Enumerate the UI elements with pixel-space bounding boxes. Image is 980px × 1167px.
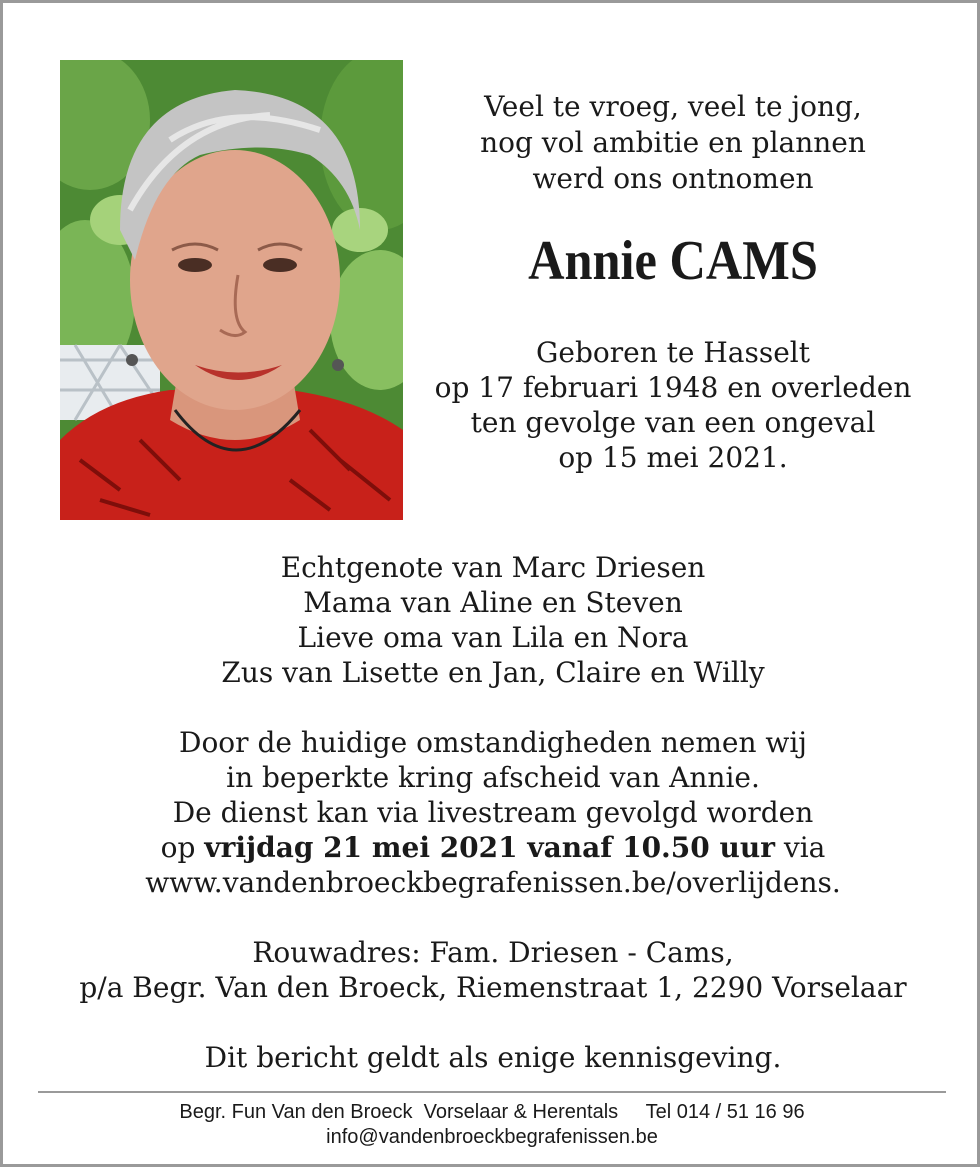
funeral-home-contact: Begr. Fun Van den Broeck Vorselaar & Herentals Tel 014 / 51 16 96	[179, 1101, 805, 1123]
service-datetime: vrijdag 21 mei 2021 vanaf 10.50 uur	[204, 831, 775, 864]
funeral-home-footer	[38, 1100, 946, 1150]
family-line: Mama van Aline en Steven	[303, 586, 683, 619]
family-relations	[43, 550, 943, 690]
service-datetime-suffix: via	[774, 831, 826, 864]
notice-statement	[43, 1040, 943, 1075]
verse-line: nog vol ambitie en plannen	[480, 126, 866, 159]
service-line: in beperkte kring afscheid van Annie.	[226, 761, 760, 794]
funeral-home-email: info@vandenbroeckbegrafenissen.be	[326, 1126, 658, 1148]
portrait-photo	[60, 60, 403, 520]
mourning-address	[43, 935, 943, 1005]
address-line: p/a Begr. Van den Broeck, Riemenstraat 1, 2290 Vorselaar	[79, 971, 907, 1004]
notice-body	[43, 550, 943, 1075]
birth-death-line: ten gevolge van een ongeval	[470, 406, 876, 439]
birth-death-line: op 15 mei 2021.	[558, 441, 788, 474]
family-line: Echtgenote van Marc Driesen	[280, 551, 706, 584]
deceased-name: Annie CAMS	[528, 230, 818, 292]
portrait-illustration	[60, 60, 403, 520]
footer-divider	[38, 1091, 946, 1093]
service-line: De dienst kan via livestream gevolgd worden	[172, 796, 814, 829]
service-line: Door de huidige omstandigheden nemen wij	[179, 726, 807, 759]
service-datetime-prefix: op	[160, 831, 205, 864]
address-line: Rouwadres: Fam. Driesen - Cams,	[252, 936, 734, 969]
header-text-column	[413, 89, 933, 475]
livestream-url: www.vandenbroeckbegrafenissen.be/overlijdens.	[145, 866, 841, 899]
verse-line: werd ons ontnomen	[532, 162, 814, 195]
verse-line: Veel te vroeg, veel te jong,	[484, 90, 862, 123]
family-line: Lieve oma van Lila en Nora	[297, 621, 689, 654]
birth-death-line: op 17 februari 1948 en overleden	[434, 371, 912, 404]
notice-line: Dit bericht geldt als enige kennisgeving.	[204, 1041, 782, 1074]
service-datetime-line	[43, 830, 943, 865]
birth-death-line: Geboren te Hasselt	[536, 336, 810, 369]
service-info	[43, 725, 943, 900]
family-line: Zus van Lisette en Jan, Claire en Willy	[221, 656, 765, 689]
opening-verse	[413, 89, 933, 197]
birth-death-details	[413, 335, 933, 475]
